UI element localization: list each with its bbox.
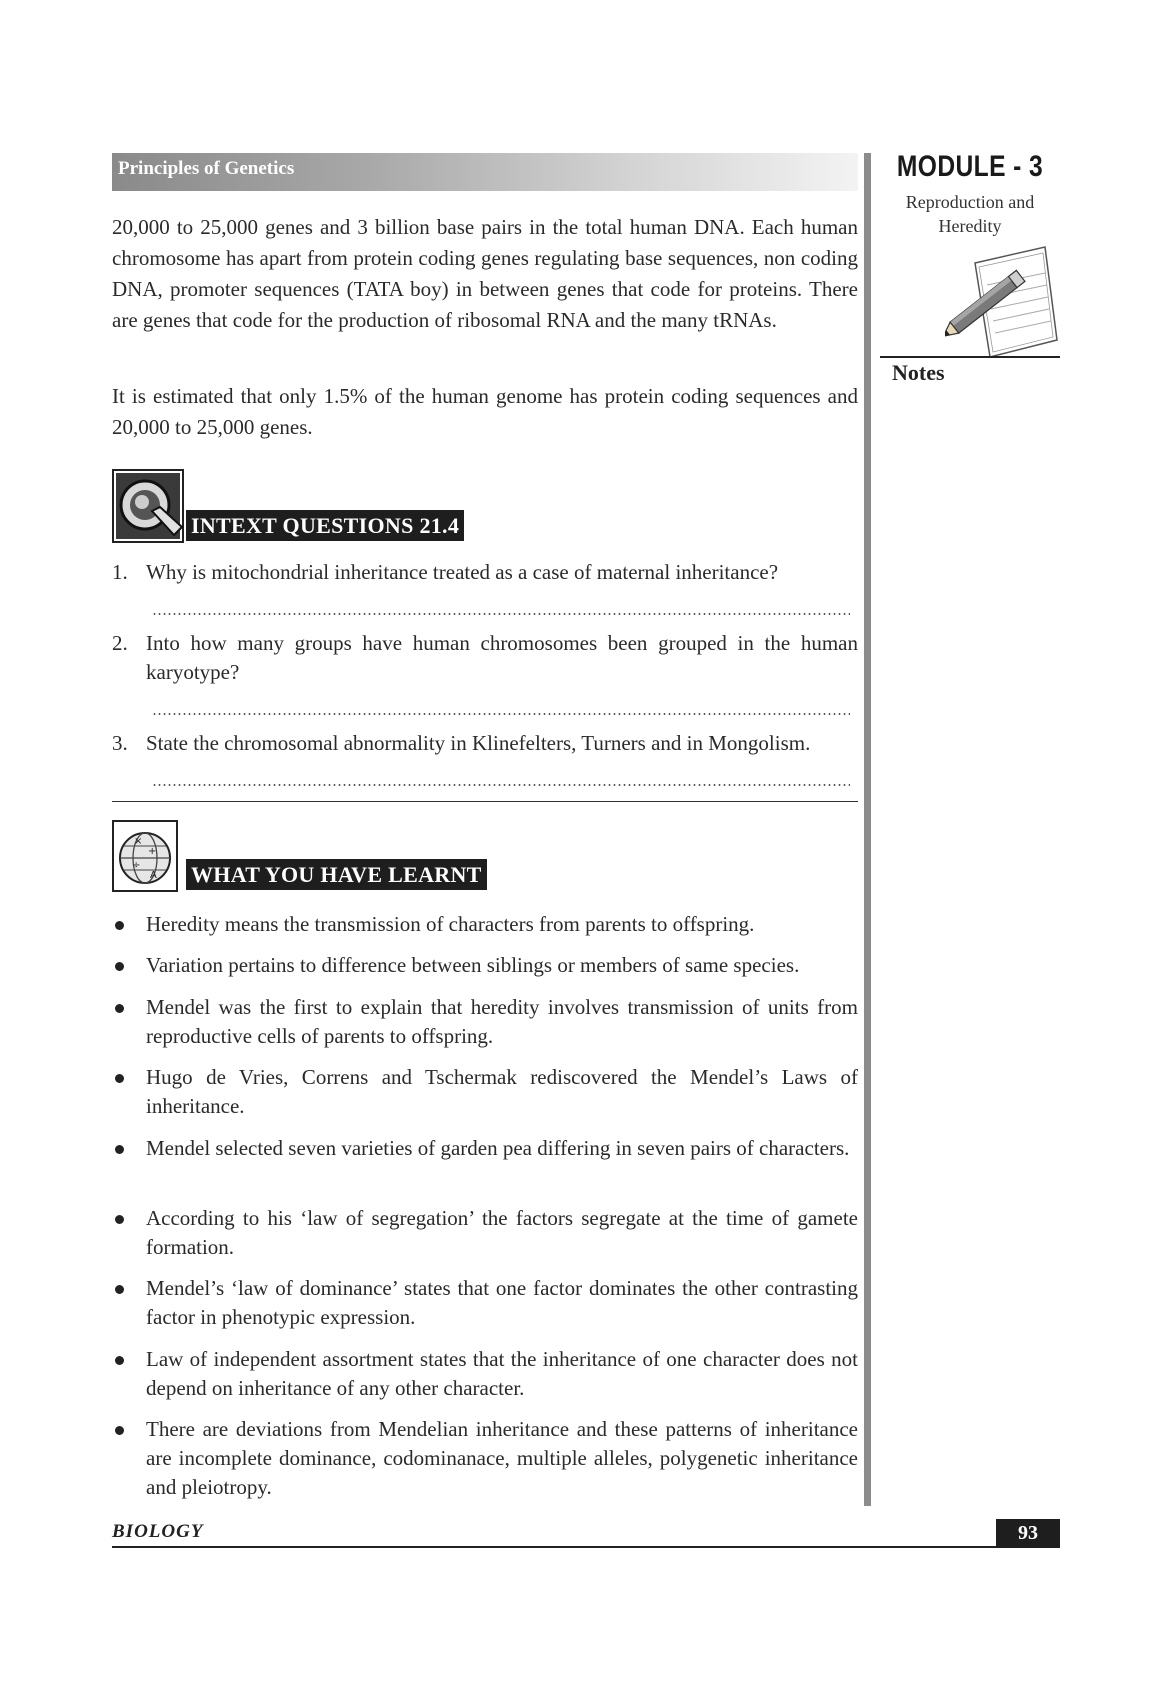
learnt-item-text: There are deviations from Mendelian inheritance and these patterns of inheritance are incomplete dominance, codominanace, multiple alleles, polygenetic inheritance and pleiotropy. <box>146 1417 858 1499</box>
question-icon <box>112 469 184 543</box>
learnt-item-text: Law of independent assortment states that the inheritance of one character does not depend on inheritance of any other character. <box>146 1347 858 1400</box>
learnt-item-text: Hugo de Vries, Correns and Tschermak rediscovered the Mendel’s Laws of inheritance. <box>146 1065 858 1118</box>
page-number: 93 <box>996 1519 1060 1548</box>
question-number: 3. <box>112 731 128 755</box>
learnt-item-text: Mendel was the first to explain that heredity involves transmission of units from reproductive cells of parents to offspring. <box>146 995 858 1048</box>
running-header <box>112 153 858 191</box>
margin-rule <box>864 153 871 1506</box>
svg-text:A: A <box>150 870 157 881</box>
learnt-item-text: Heredity means the transmission of characters from parents to offspring. <box>146 912 755 936</box>
learnt-item-text: Mendel selected seven varieties of garden pea differing in seven pairs of characters. <box>146 1136 850 1160</box>
bullet-dot-icon <box>115 1356 124 1365</box>
intext-heading: INTEXT QUESTIONS 21.4 <box>186 510 464 541</box>
module-subtitle-line2: Heredity <box>938 216 1002 236</box>
svg-text:+: + <box>148 846 157 857</box>
bullet-dot-icon <box>115 1145 124 1154</box>
bullet-dot-icon <box>115 1426 124 1435</box>
footer-rule <box>112 1546 1060 1548</box>
bullet-dot-icon <box>115 1285 124 1294</box>
bullet-dot-icon <box>115 1074 124 1083</box>
svg-text:×: × <box>134 836 143 847</box>
bullet-dot-icon <box>115 1004 124 1013</box>
running-header-title: Principles of Genetics <box>118 158 295 179</box>
bullet-dot-icon <box>115 962 124 971</box>
learnt-item-text: Variation pertains to difference between siblings or members of same species. <box>146 953 800 977</box>
question-number: 1. <box>112 560 128 584</box>
module-subtitle-line1: Reproduction and <box>905 192 1035 212</box>
bullet-dot-icon <box>115 1215 124 1224</box>
module-title: MODULE - 3 <box>896 150 1044 183</box>
footer-subject: BIOLOGY <box>112 1521 204 1542</box>
question-number: 2. <box>112 631 128 655</box>
bullet-dot-icon <box>115 921 124 930</box>
body-paragraph-2: It is estimated that only 1.5% of the human genome has protein coding sequences and 20,000 to 25,000 genes. <box>112 384 858 439</box>
notes-pencil-icon <box>945 245 1060 370</box>
question-text: Into how many groups have human chromosomes been grouped in the human karyotype? <box>146 631 858 684</box>
learnt-item-text: According to his ‘law of segregation’ the factors segregate at the time of gamete formation. <box>146 1206 858 1259</box>
body-paragraph-1: 20,000 to 25,000 genes and 3 billion base pairs in the total human DNA. Each human chromosome has apart from protein coding genes regulating base sequences, non coding DNA, promoter sequences (TATA boy) in between genes that code for proteins. There are genes that code for the production of ribosomal RNA and the many tRNAs. <box>112 215 858 332</box>
question-text: Why is mitochondrial inheritance treated as a case of maternal inheritance? <box>146 560 779 584</box>
learning-globe-icon <box>112 820 178 892</box>
learnt-heading: WHAT YOU HAVE LEARNT <box>186 859 487 890</box>
notes-label: Notes <box>892 360 945 385</box>
answer-line-1 <box>152 613 850 615</box>
module-subtitle <box>880 190 1060 238</box>
answer-line-3 <box>152 784 850 786</box>
section-divider <box>112 801 858 802</box>
answer-line-2 <box>152 713 850 715</box>
question-text: State the chromosomal abnormality in Klinefelters, Turners and in Mongolism. <box>146 731 811 755</box>
svg-text:÷: ÷ <box>132 860 141 871</box>
learnt-item-text: Mendel’s ‘law of dominance’ states that one factor dominates the other contrasting factor in phenotypic expression. <box>146 1276 858 1329</box>
notes-rule <box>880 356 1060 358</box>
